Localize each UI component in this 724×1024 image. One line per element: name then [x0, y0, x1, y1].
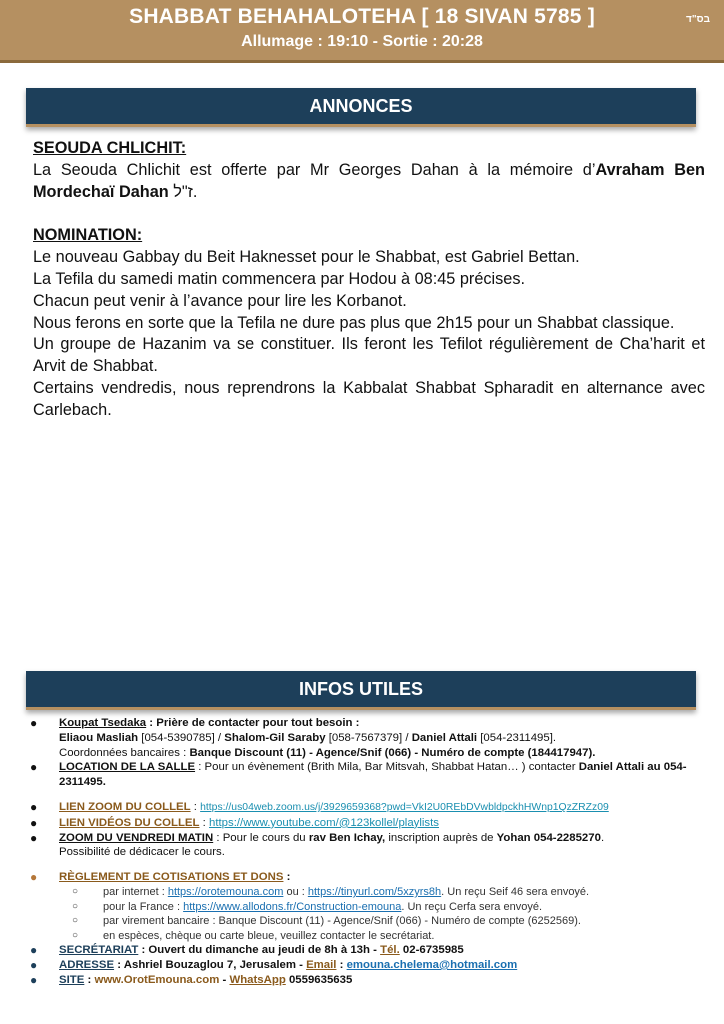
- contact-name: Shalom-Gil Saraby: [224, 731, 326, 744]
- bullet-icon: ●: [30, 943, 38, 958]
- tel-label: Tél.: [380, 944, 400, 957]
- infos-section: [28, 716, 714, 988]
- bullet-icon: ●: [30, 972, 38, 987]
- reglement-sub-item: [28, 929, 714, 944]
- location-text: : Pour un évènement (Brith Mila, Bar Mitsvah, Shabbat Hatan… ) contacter: [195, 761, 579, 774]
- reglement-text: par virement bancaire : Banque Discount (11) - Agence/Snif (066) - Numéro de compte (6252569).: [103, 915, 581, 928]
- infos-banner: [26, 671, 696, 710]
- reglement-item: [28, 870, 714, 885]
- whatsapp-number: 0559635635: [285, 973, 353, 986]
- site-sep: :: [84, 973, 95, 986]
- bank-prefix: Coordonnées bancaires :: [59, 746, 190, 759]
- koupat-label: Koupat Tsedaka: [59, 717, 147, 729]
- contact-name: Daniel Attali: [411, 731, 478, 744]
- vendredi-line2: Possibilité de dédicacer le cours.: [59, 846, 225, 859]
- nomination-line: Chacun peut venir à l’avance pour lire les Korbanot.: [33, 291, 407, 310]
- vendredi-text: .: [600, 831, 605, 844]
- bank-details: Banque Discount (11) - Agence/Snif (066) - Numéro de compte (184417947).: [189, 746, 596, 759]
- circle-bullet-icon: ○: [72, 900, 79, 912]
- bullet-icon: ●: [30, 760, 38, 775]
- secretariat-phone: 02-6735985: [399, 944, 464, 957]
- videos-label: LIEN VIDÉOS DU COLLEL: [59, 816, 200, 829]
- reglement-sub-item: [28, 900, 714, 915]
- nomination-line: Le nouveau Gabbay du Beit Haknesset pour le Shabbat, est Gabriel Bettan.: [33, 248, 580, 267]
- bullet-icon: ●: [30, 716, 38, 730]
- koupat-intro: : Prière de contacter pour tout besoin :: [146, 717, 360, 729]
- vendredi-rav: rav Ben Ichay,: [308, 831, 386, 844]
- zoom-link[interactable]: https://us04web.zoom.us/j/3929659368?pwd=VkI2U0REbDVwbldpckhHWnp1QzZRZz09: [200, 801, 609, 813]
- adresse-item: [28, 958, 714, 973]
- email-label: Email: [306, 959, 337, 972]
- location-item: [28, 760, 714, 790]
- reglement-text: par internet :: [103, 885, 168, 898]
- zoom-sep: :: [190, 800, 201, 813]
- koupat-item: [28, 716, 714, 760]
- nomination-line: Certains vendredis, nous reprendrons la Kabbalat Shabbat Spharadit en alternance avec Carlebach.: [33, 378, 705, 419]
- page-title: SHABBAT BEHAHALOTEHA [ 18 SIVAN 5785 ]: [129, 5, 595, 28]
- whatsapp-label: WhatsApp: [229, 973, 286, 986]
- vendredi-label: ZOOM DU VENDREDI MATIN: [59, 831, 214, 844]
- announces-banner: [26, 88, 696, 127]
- header-banner: [0, 0, 724, 63]
- adresse-label: ADRESSE: [59, 959, 115, 972]
- secretariat-text: : Ouvert du dimanche au jeudi de 8h à 13h -: [138, 944, 381, 957]
- vendredi-text: : Pour le cours du: [213, 831, 309, 844]
- reglement-text: . Un reçu Cerfa sera envoyé.: [401, 900, 542, 913]
- secretariat-label: SECRÉTARIAT: [59, 944, 139, 957]
- announces-banner-label: ANNONCES: [309, 96, 413, 116]
- site-label: SITE: [59, 973, 85, 986]
- location-label: LOCATION DE LA SALLE: [59, 761, 196, 774]
- reglement-text: en espèces, chèque ou carte bleue, veuillez contacter le secrétariat.: [103, 929, 435, 942]
- adresse-text: : Ashriel Bouzaglou 7, Jerusalem -: [114, 959, 307, 972]
- reglement-text: ou :: [283, 885, 308, 898]
- videos-sep: :: [199, 816, 209, 829]
- site-link[interactable]: www.OrotEmouna.com: [94, 973, 220, 986]
- nomination-line: Nous ferons en sorte que la Tefila ne dure pas plus que 2h15 pour un Shabbat classique.: [33, 313, 675, 332]
- contact-phone: [054-2311495].: [477, 731, 557, 744]
- bullet-icon: ●: [30, 958, 38, 973]
- location-contact: Daniel Attali au 054-2311495.: [59, 761, 687, 789]
- vendredi-text: inscription auprès de: [385, 831, 497, 844]
- site-item: [28, 973, 714, 988]
- seouda-honoree-name: Avraham Ben Mordechaï Dahan: [33, 160, 706, 201]
- circle-bullet-icon: ○: [72, 915, 79, 927]
- email-sep: :: [336, 959, 347, 972]
- reglement-sub-item: [28, 885, 714, 900]
- circle-bullet-icon: ○: [72, 929, 79, 941]
- reglement-text: pour la France :: [103, 900, 184, 913]
- announces-section: [33, 138, 705, 422]
- site-dash: -: [219, 973, 230, 986]
- bullet-icon: ●: [30, 870, 38, 885]
- vendredi-item: [28, 831, 714, 861]
- reglement-label: RÈGLEMENT DE COTISATIONS ET DONS: [59, 871, 284, 884]
- reglement-sep: :: [283, 871, 291, 884]
- reglement-text: . Un reçu Seif 46 sera envoyé.: [441, 885, 590, 898]
- circle-bullet-icon: ○: [72, 885, 79, 897]
- allodons-link[interactable]: https://www.allodons.fr/Construction-emouna: [183, 900, 402, 913]
- tinyurl-link[interactable]: https://tinyurl.com/5xzyrs8h: [307, 885, 442, 898]
- reglement-sub-item: [28, 914, 714, 929]
- email-link[interactable]: emouna.chelema@hotmail.com: [346, 959, 518, 972]
- contact-phone: [054-5390785] /: [138, 731, 225, 744]
- nomination-heading: NOMINATION:: [33, 226, 143, 245]
- videos-item: [28, 816, 714, 831]
- nomination-line: Un groupe de Hazanim va se constituer. Ils feront les Tefilot régulièrement de Cha’harit et Arvit de Shabbat.: [33, 335, 705, 376]
- zoom-label: LIEN ZOOM DU COLLEL: [59, 800, 191, 813]
- vendredi-contact: Yohan 054-2285270: [496, 831, 601, 844]
- bullet-icon: ●: [30, 799, 38, 814]
- hebrew-corner-mark: בס"ד: [686, 14, 710, 25]
- contact-phone: [058-7567379] /: [325, 731, 412, 744]
- candle-lighting-times: Allumage : 19:10 - Sortie : 20:28: [241, 33, 483, 50]
- infos-banner-label: INFOS UTILES: [298, 679, 423, 699]
- videos-link[interactable]: https://www.youtube.com/@123kollel/playlists: [209, 816, 439, 829]
- seouda-heading: SEOUDA CHLICHIT:: [33, 139, 187, 157]
- seouda-text: [33, 160, 705, 204]
- seouda-text-part1: La Seouda Chlichit est offerte par Mr Georges Dahan à la mémoire d’: [33, 160, 596, 179]
- zoom-item: [28, 800, 714, 816]
- secretariat-item: [28, 943, 714, 958]
- seouda-text-part2: ז"ל.: [168, 182, 198, 201]
- bullet-icon: ●: [30, 815, 38, 830]
- nomination-line: La Tefila du samedi matin commencera par Hodou à 08:45 précises.: [33, 269, 526, 288]
- orotemouna-link[interactable]: https://orotemouna.com: [167, 885, 284, 898]
- contact-name: Eliaou Masliah: [59, 731, 139, 744]
- bullet-icon: ●: [30, 830, 38, 845]
